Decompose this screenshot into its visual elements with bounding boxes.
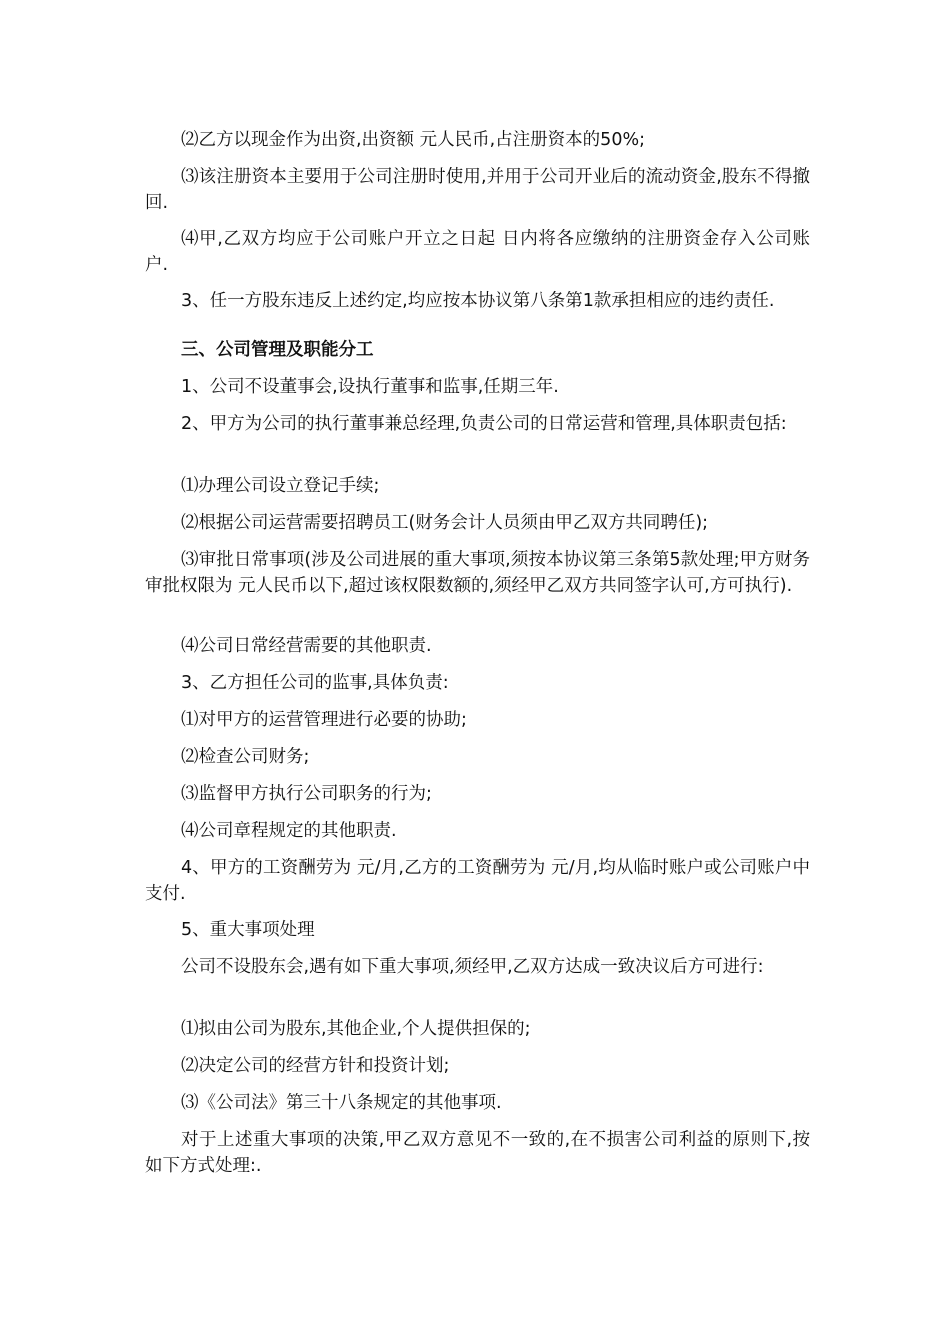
list-item-duty-3: ⑶审批日常事项(涉及公司进展的重大事项,须按本协议第三条第5款处理;甲方财务审批权限为 元人民币以下,超过该权限数额的,须经甲乙双方共同签字认可,方可执行). [145, 550, 810, 596]
list-item-duty-1: ⑴办理公司设立登记手续; [181, 476, 380, 496]
paragraph-major-matters: 公司不设股东会,遇有如下重大事项,须经甲,乙双方达成一致决议后方可进行: [181, 957, 764, 977]
paragraph-management-2: 2、甲方为公司的执行董事兼总经理,负责公司的日常运营和管理,具体职责包括: [181, 414, 787, 434]
paragraph-capital-4: ⑷甲,乙双方均应于公司账户开立之日起 日内将各应缴纳的注册资金存入公司账户. [145, 229, 810, 275]
list-item-matter-2: ⑵决定公司的经营方针和投资计划; [181, 1056, 450, 1076]
paragraph-breach-clause: 3、任一方股东违反上述约定,均应按本协议第八条第1款承担相应的违约责任. [181, 291, 775, 311]
paragraph-capital-3: ⑶该注册资本主要用于公司注册时使用,并用于公司开业后的流动资金,股东不得撤回. [145, 167, 810, 213]
paragraph-management-5: 5、重大事项处理 [181, 920, 315, 940]
paragraph-management-3: 3、乙方担任公司的监事,具体负责: [181, 673, 449, 693]
paragraph-capital-2: ⑵乙方以现金作为出资,出资额 元人民币,占注册资本的50%; [181, 130, 645, 150]
list-item-supervisor-4: ⑷公司章程规定的其他职责. [181, 821, 397, 841]
list-item-supervisor-1: ⑴对甲方的运营管理进行必要的协助; [181, 710, 467, 730]
list-item-supervisor-3: ⑶监督甲方执行公司职务的行为; [181, 784, 432, 804]
list-item-duty-4: ⑷公司日常经营需要的其他职责. [181, 636, 432, 656]
list-item-matter-3: ⑶《公司法》第三十八条规定的其他事项. [181, 1093, 502, 1113]
list-item-supervisor-2: ⑵检查公司财务; [181, 747, 310, 767]
list-item-matter-1: ⑴拟由公司为股东,其他企业,个人提供担保的; [181, 1019, 531, 1039]
paragraph-management-4: 4、甲方的工资酬劳为 元/月,乙方的工资酬劳为 元/月,均从临时账户或公司账户中支付. [145, 858, 810, 904]
list-item-duty-2: ⑵根据公司运营需要招聘员工(财务会计人员须由甲乙双方共同聘任); [181, 513, 709, 533]
paragraph-management-1: 1、公司不设董事会,设执行董事和监事,任期三年. [181, 377, 559, 397]
section-heading-management: 三、公司管理及职能分工 [181, 340, 374, 360]
paragraph-decision-rule: 对于上述重大事项的决策,甲乙双方意见不一致的,在不损害公司利益的原则下,按如下方式处理:. [145, 1130, 810, 1176]
